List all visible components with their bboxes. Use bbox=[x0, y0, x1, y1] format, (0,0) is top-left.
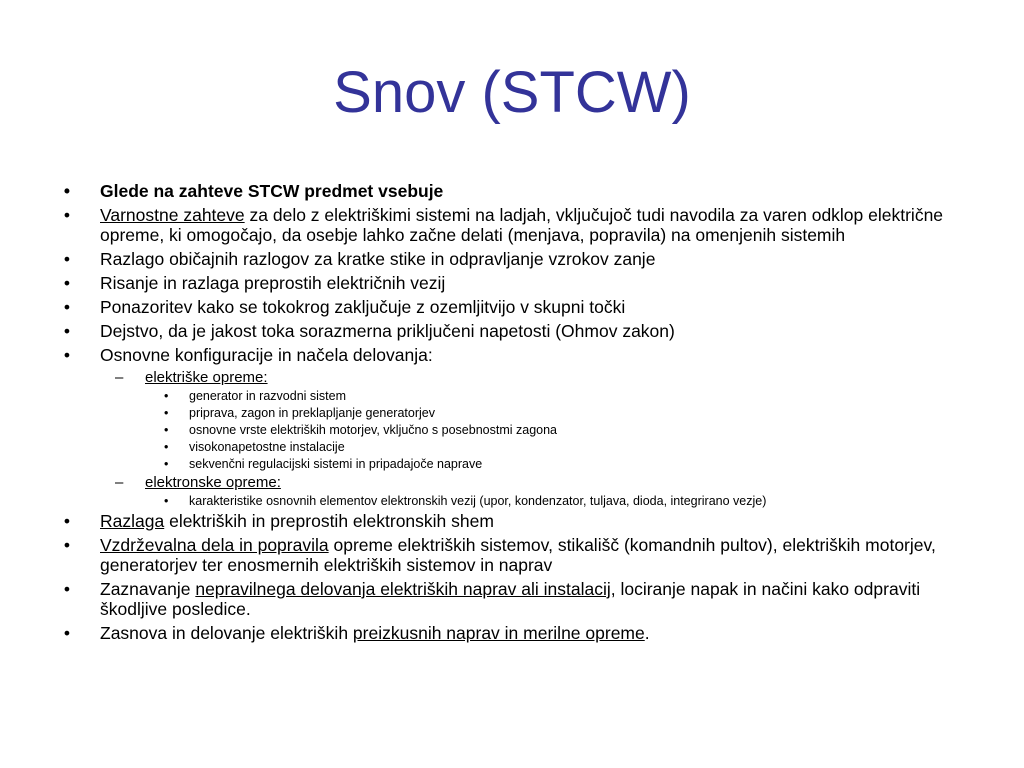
underlined-text: elektriške opreme: bbox=[145, 369, 268, 386]
bullet-text: Glede na zahteve STCW predmet vsebuje bbox=[100, 181, 444, 201]
bullet-text: , lociranje napak in načini kako odpraviti škodljive posledice. bbox=[100, 579, 921, 619]
bullet-marker: • bbox=[63, 579, 71, 599]
underlined-text: nepravilnega delovanja elektriških naprav ali instalacij bbox=[195, 579, 611, 599]
bullet-marker: – bbox=[115, 369, 124, 386]
bullet-text: elektriških in preprostih elektronskih shem bbox=[164, 511, 494, 531]
bullet-text: za delo z elektriškimi sistemi na ladjah, vključujoč tudi navodila za varen odklop električne opreme, ki omogočajo, da osebje lahko začne delati (menjava, popravila) na omenjenih sistemih bbox=[100, 205, 944, 245]
bullet-item-level2 bbox=[60, 474, 970, 492]
bullet-text: Ponazoritev kako se tokokrog zaključuje z ozemljitvijo v skupni točki bbox=[100, 297, 626, 317]
bullet-marker: • bbox=[164, 406, 169, 420]
bullet-item-level1 bbox=[60, 535, 970, 575]
bullet-item-level1 bbox=[60, 623, 970, 643]
bullet-item-level3 bbox=[60, 406, 970, 421]
bullet-text: Dejstvo, da je jakost toka sorazmerna priključeni napetosti (Ohmov zakon) bbox=[100, 321, 675, 341]
bullet-text: Zasnova in delovanje elektriških bbox=[100, 623, 353, 643]
bullet-marker: • bbox=[63, 249, 71, 269]
bullet-marker: • bbox=[164, 457, 169, 471]
bullet-marker: • bbox=[63, 181, 71, 201]
bullet-item-level1 bbox=[60, 579, 970, 619]
bullet-item-level3 bbox=[60, 457, 970, 472]
bullet-marker: • bbox=[63, 511, 71, 531]
bullet-item-level1 bbox=[60, 273, 970, 293]
bullet-marker: • bbox=[164, 440, 169, 454]
bullet-item-level3 bbox=[60, 440, 970, 455]
bullet-item-level1 bbox=[60, 345, 970, 365]
bullet-text: priprava, zagon in preklapljanje generatorjev bbox=[189, 406, 435, 420]
underlined-text: elektronske opreme: bbox=[145, 474, 281, 491]
bullet-item-level1 bbox=[60, 249, 970, 269]
bullet-marker: • bbox=[63, 535, 71, 555]
underlined-text: Razlaga bbox=[100, 511, 165, 531]
bullet-item-level1 bbox=[60, 297, 970, 317]
bullet-marker: • bbox=[164, 494, 169, 508]
bullet-item-level1 bbox=[60, 205, 970, 245]
bullet-item-level2 bbox=[60, 369, 970, 387]
bullet-text: opreme elektriških sistemov, stikališč (komandnih pultov), elektriških motorjev, generatorjev ter enosmernih elektriških sistemov in naprav bbox=[100, 535, 936, 575]
bullet-text: karakteristike osnovnih elementov elektronskih vezij (upor, kondenzator, tuljava, dioda, integrirano vezje) bbox=[189, 494, 767, 508]
bullet-marker: • bbox=[63, 321, 71, 341]
underlined-text: preizkusnih naprav in merilne opreme bbox=[352, 623, 645, 643]
bullet-text: sekvenčni regulacijski sistemi in pripadajoče naprave bbox=[189, 457, 483, 471]
bullet-text: Razlago običajnih razlogov za kratke stike in odpravljanje vzrokov zanje bbox=[100, 249, 656, 269]
bullet-marker: • bbox=[164, 389, 169, 403]
bullet-text: Risanje in razlaga preprostih električnih vezij bbox=[100, 273, 446, 293]
slide-title: Snov (STCW) bbox=[333, 60, 691, 125]
bullet-item-level1 bbox=[60, 321, 970, 341]
bullet-text: osnovne vrste elektriških motorjev, vključno s posebnostmi zagona bbox=[189, 423, 557, 437]
bullet-item-level3 bbox=[60, 494, 970, 509]
bullet-marker: – bbox=[115, 474, 124, 491]
bullet-marker: • bbox=[63, 623, 71, 643]
bullet-text: Osnovne konfiguracije in načela delovanja: bbox=[100, 345, 433, 365]
bullet-marker: • bbox=[63, 205, 71, 225]
bullet-text: . bbox=[644, 623, 650, 643]
bullet-item-level1 bbox=[60, 181, 970, 201]
underlined-text: Vzdrževalna dela in popravila bbox=[100, 535, 329, 555]
bullet-marker: • bbox=[164, 423, 169, 437]
underlined-text: Varnostne zahteve bbox=[100, 205, 245, 225]
bullet-item-level3 bbox=[60, 389, 970, 404]
slide-content bbox=[60, 181, 970, 647]
bullet-text: visokonapetostne instalacije bbox=[189, 440, 345, 454]
bullet-marker: • bbox=[63, 297, 71, 317]
bullet-item-level3 bbox=[60, 423, 970, 438]
bullet-marker: • bbox=[63, 345, 71, 365]
bullet-text: generator in razvodni sistem bbox=[189, 389, 347, 403]
bullet-item-level1 bbox=[60, 511, 970, 531]
bullet-marker: • bbox=[63, 273, 71, 293]
bullet-text: Zaznavanje bbox=[100, 579, 196, 599]
